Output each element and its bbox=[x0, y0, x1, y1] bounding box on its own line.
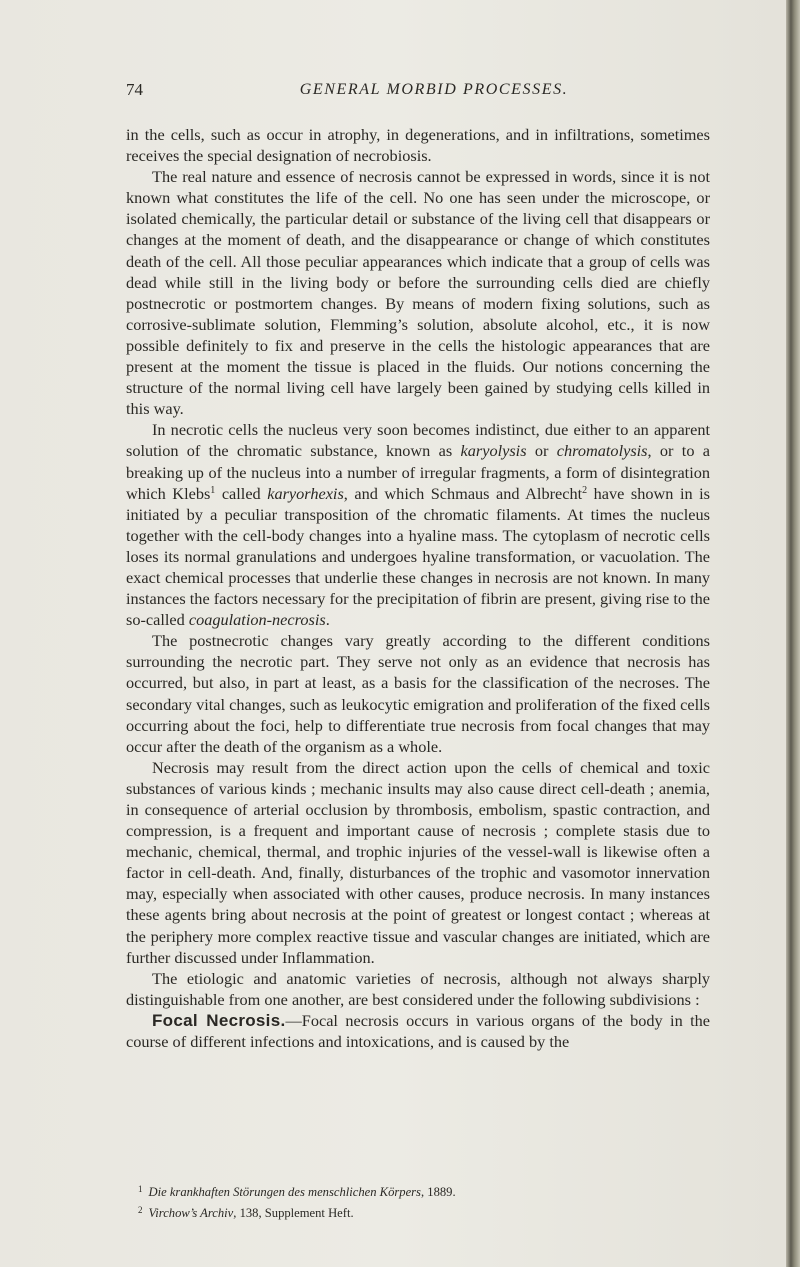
running-head: GENERAL MORBID PROCESSES. bbox=[299, 81, 569, 98]
text-span: In necrotic cells the nucleus very soon becomes indistinct, due either to an apparent solution of the chromatic substance, known as bbox=[126, 420, 710, 461]
text-span: —Focal necrosis occurs in various organs of the body in the course of different infections and intoxications, and is caused by the bbox=[126, 1010, 710, 1052]
footnote-ref-2: 2 bbox=[582, 484, 588, 496]
term-karyolysis: karyolysis bbox=[460, 441, 527, 461]
footnote-1 bbox=[138, 1181, 710, 1202]
page-header bbox=[126, 80, 708, 104]
paragraph-5: Necrosis may result from the direct action upon the cells of chemical and toxic substances of various kinds ; mechanic insults may also cause direct cell-death ; anemia, in consequence of arterial occlusion by thrombosis, embolism, spastic contraction, and compression, is a frequent and important cause of necrosis ; complete stasis due to mechanic, chemical, thermal, and trophic injuries of the vessel-wall is likewise often a factor in cell-death. And, finally, disturbances of the trophic and vasomotor innervation may, especially when associated with other causes, produce necrosis. In many instances these agents bring about necrosis at the point of greatest or longest contact ; whereas at the periphery more complex reactive tissue and vascular changes are initiated, which are further discussed under Inflammation. bbox=[126, 757, 710, 967]
text-span: . bbox=[325, 610, 330, 630]
paragraph-1: in the cells, such as occur in atrophy, in degenerations, and in infiltrations, sometimes receives the special designation of necrobiosis. bbox=[126, 125, 710, 166]
footnote-2 bbox=[138, 1202, 710, 1223]
footnote-mark: 1 bbox=[138, 1184, 143, 1194]
term-chromatolysis: chromatolysis bbox=[556, 441, 648, 461]
footnote-text: , 1889. bbox=[420, 1185, 456, 1199]
footnotes bbox=[138, 1181, 710, 1222]
text-span: have shown in is initiated by a peculiar transposition of the chromatic filaments. At times the nucleus together with the cell-body changes into a hyaline mass. The cytoplasm of necrotic cells loses its normal granulations and undergoes hyaline transformation, or vacuolation. The exact chemical processes that underlie these changes in necrosis are not known. In many instances the factors necessary for the precipitation of fibrin are present, giving rise to the so-called bbox=[126, 483, 711, 630]
footnote-title: Die krankhaften Störungen des menschlichen Körpers bbox=[148, 1185, 421, 1199]
text-span: or bbox=[526, 441, 557, 461]
text-span: , and which Schmaus and Albrecht bbox=[343, 483, 583, 503]
term-karyorhexis: karyorhexis bbox=[267, 483, 344, 503]
paragraph-6: The etiologic and anatomic varieties of necrosis, although not always sharply distinguishable from one another, are best considered under the following subdivisions : bbox=[126, 968, 710, 1009]
footnote-ref-1: 1 bbox=[210, 484, 216, 496]
text-span: called bbox=[215, 483, 268, 503]
footnote-title: Virchow’s Archiv bbox=[148, 1205, 234, 1220]
text-span: , or to a breaking up of the nucleus into a number of irregular fragments, a form of disintegration which Klebs bbox=[126, 441, 711, 503]
paragraph-3 bbox=[126, 419, 710, 630]
paragraph-2: The real nature and essence of necrosis cannot be expressed in words, since it is not known what constitutes the life of the cell. No one has seen under the microscope, or isolated chemically, the particular detail or substance of the living cell that disappears or changes at the moment of death, and the disappearance or change of which constitutes death of the cell. All those peculiar appearances which indicate that a group of cells was dead while still in the living body or before the surrounding cells died are chiefly postnecrotic or postmortem changes. By means of modern fixing solutions, such as corrosive-sublimate solution, Flemming’s solution, absolute alcohol, etc., it is now possible definitely to fix and preserve in the cells the histologic appearances that are present at the moment the tissue is placed in the fluids. Our notions concerning the structure of the normal living cell have largely been gained by studying cells killed in this way. bbox=[126, 167, 710, 419]
section-heading: Focal Necrosis. bbox=[152, 1010, 286, 1030]
term-coagulation-necrosis: coagulation-necrosis bbox=[188, 610, 326, 630]
page-number: 74 bbox=[126, 80, 143, 99]
footnote-mark: 2 bbox=[138, 1204, 143, 1215]
footnote-text: , 138, Supplement Heft. bbox=[233, 1205, 354, 1220]
paragraph-4: The postnecrotic changes vary greatly according to the different conditions surrounding the necrotic part. They serve not only as an evidence that necrosis has occurred, but also, in part at least, as a basis for the classification of the necroses. The secondary vital changes, such as leukocytic emigration and proliferation of the fixed cells occurring about the foci, help to differentiate true necrosis from focal changes that may occur after the death of the organism as a whole. bbox=[126, 631, 710, 756]
paragraph-7 bbox=[126, 1010, 710, 1052]
body-text bbox=[126, 124, 710, 1052]
page-edge bbox=[786, 0, 800, 1267]
